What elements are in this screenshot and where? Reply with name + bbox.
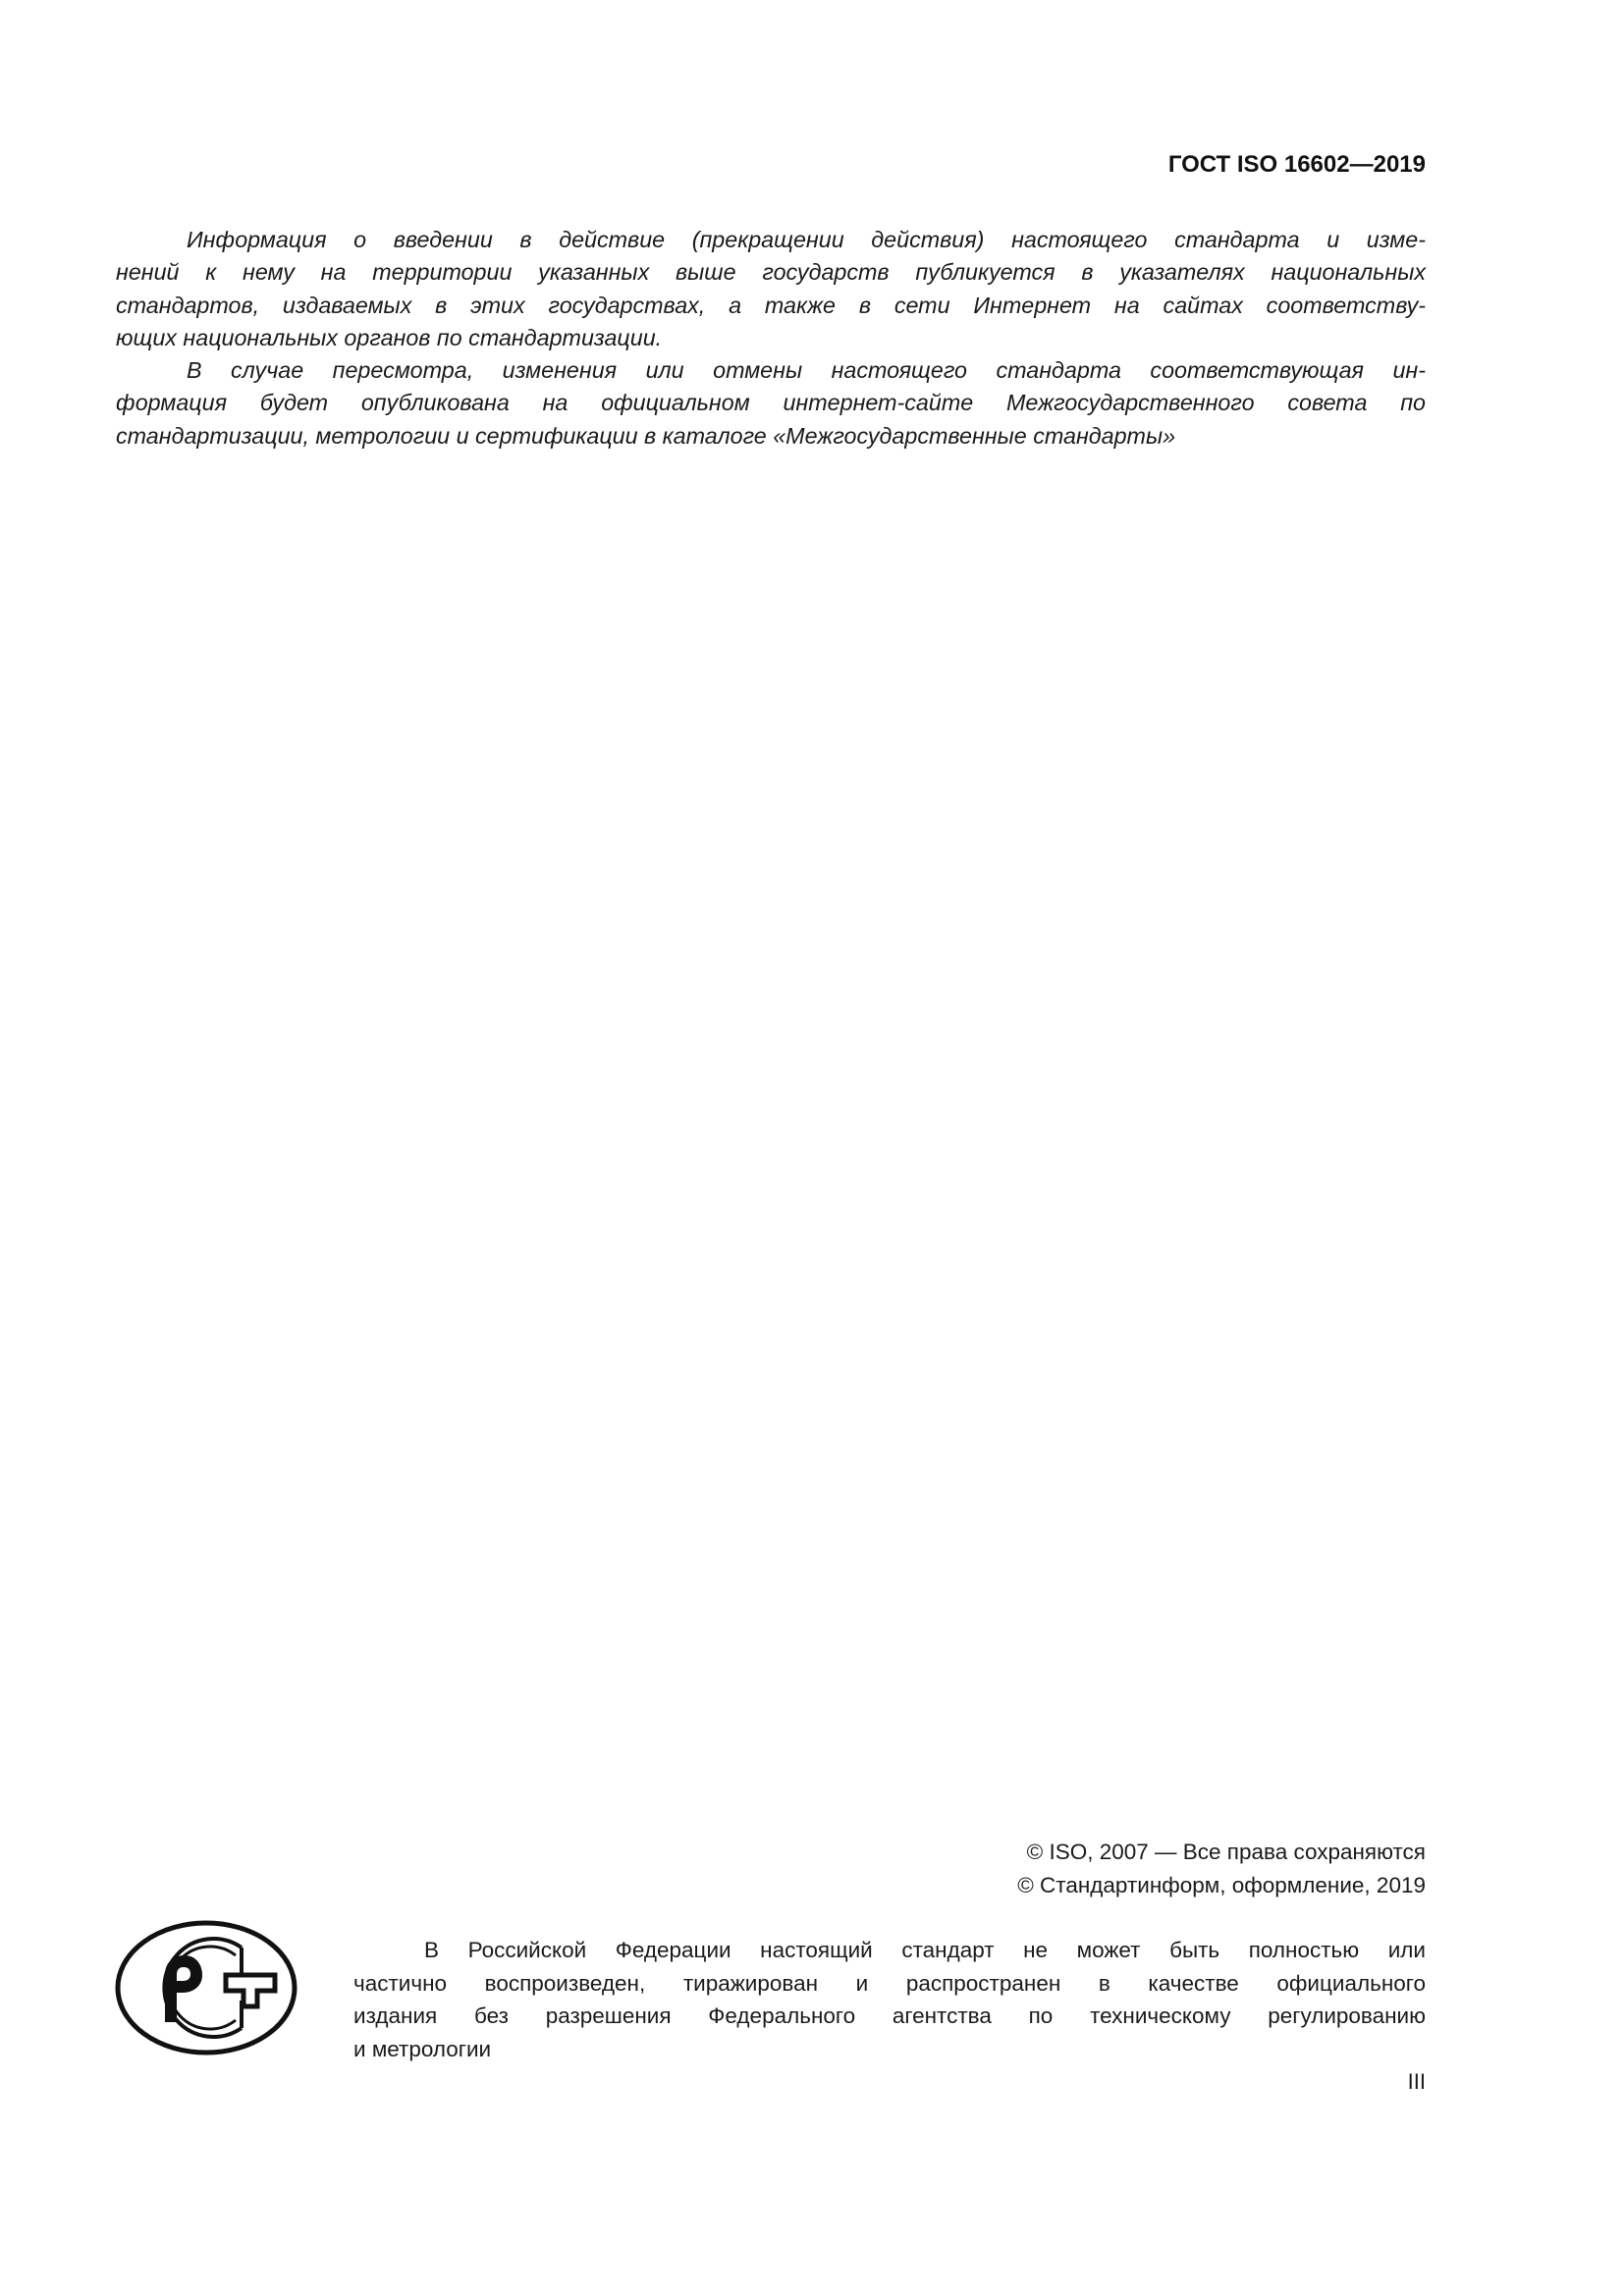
paragraph-introduction-info (116, 224, 1426, 354)
text-line: нений к нему на территории указанных выше государств публикуется в указателях национальных (116, 259, 1426, 286)
copyright-block (1017, 1836, 1426, 1901)
iso-copyright: © ISO, 2007 — Все права сохраняются (1026, 1840, 1426, 1864)
text-line: В случае пересмотра, изменения или отмены настоящего стандарта соответствующая ин- (187, 357, 1426, 384)
rst-certification-mark-icon (114, 1918, 298, 2057)
text-line: В Российской Федерации настоящий стандарт не может быть полностью или (424, 1938, 1426, 1962)
text-line: стандартизации, метрологии и сертификации в каталоге «Межгосударственные стандарты» (116, 422, 1176, 449)
text-line: издания без разрешения Федерального агентства по техническому регулированию (353, 2003, 1426, 2028)
standartinform-copyright: © Стандартинформ, оформление, 2019 (1017, 1872, 1426, 1897)
text-line: ющих национальных органов по стандартизации. (116, 324, 663, 350)
standard-designation-header: ГОСТ ISO 16602—2019 (1167, 151, 1426, 178)
body-text (116, 224, 1426, 453)
text-line: и метрологии (353, 2036, 492, 2061)
page-number: III (1407, 2069, 1426, 2094)
text-line: стандартов, издаваемых в этих государствах, а также в сети Интернет на сайтах соответству- (116, 292, 1426, 318)
text-line: формация будет опубликована на официальном интернет-сайте Межгосударственного совета по (116, 390, 1426, 416)
reproduction-notice (353, 1934, 1426, 2065)
text-line: частично воспроизведен, тиражирован и распространен в качестве официального (353, 1970, 1426, 1996)
text-line: Информация о введении в действие (прекращении действия) настоящего стандарта и изме- (187, 227, 1426, 252)
paragraph-revision-info (116, 354, 1426, 453)
